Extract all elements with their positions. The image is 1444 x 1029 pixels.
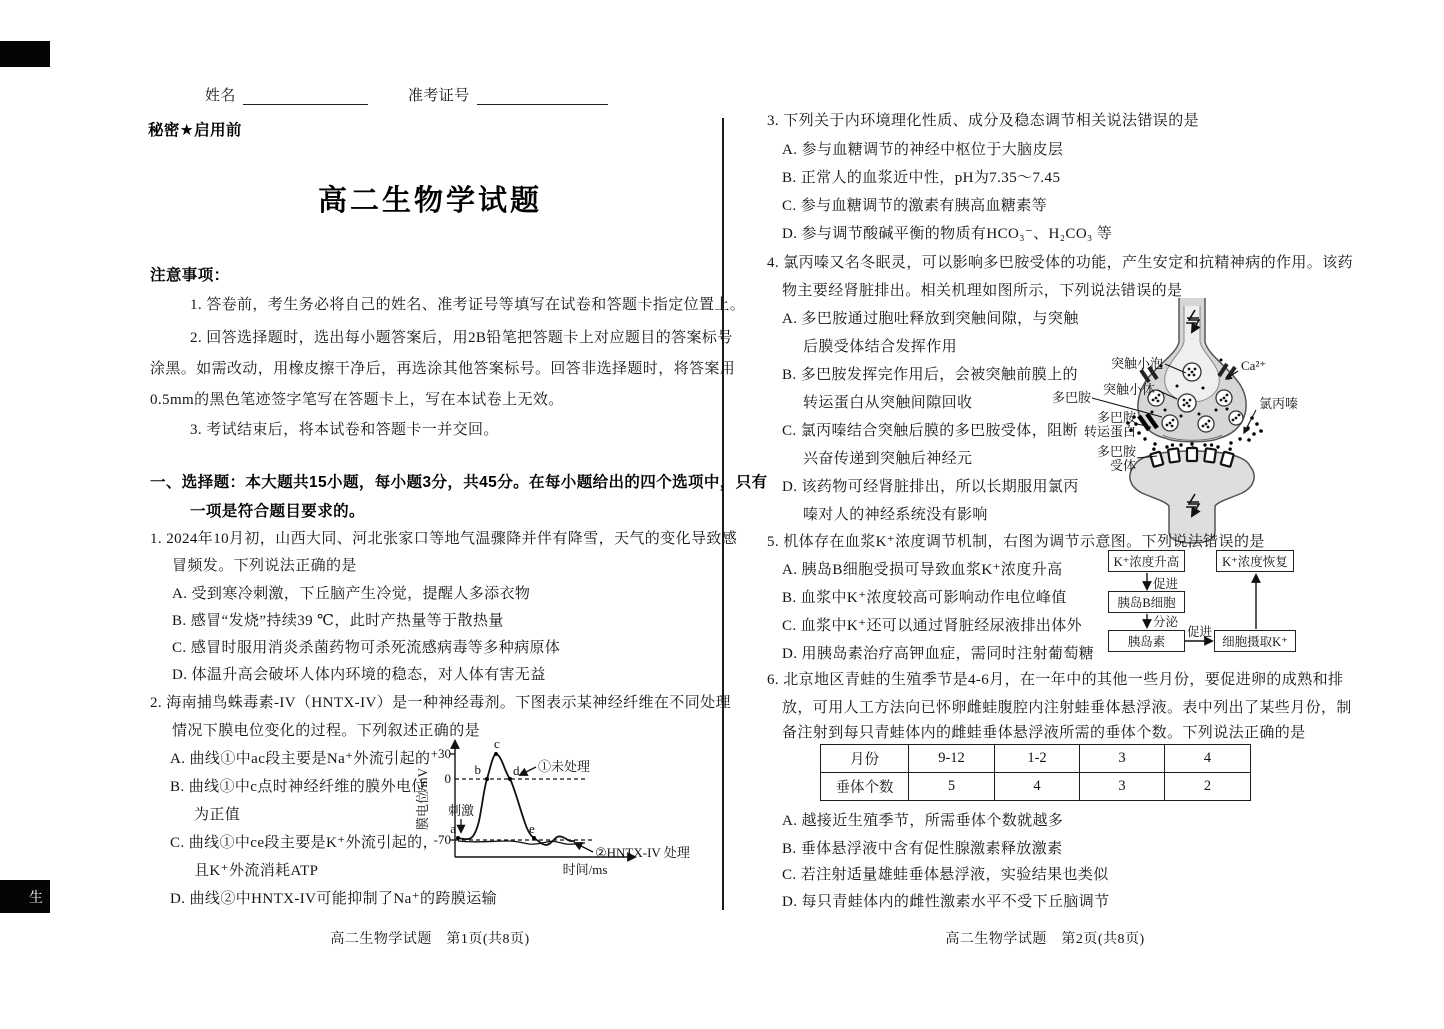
- point-label-b: b: [474, 762, 481, 777]
- section-header-line: 一项是符合题目要求的。: [190, 503, 365, 520]
- y-tick-label: 0: [444, 771, 451, 786]
- point-label-c: c: [494, 736, 500, 751]
- q4-option-a-cont: 后膜受体结合发挥作用: [803, 339, 958, 355]
- x-axis-label: 时间/ms: [562, 862, 608, 877]
- y-axis-label: 膜电位/mV: [415, 767, 430, 831]
- exam-id-blank-line: [477, 87, 608, 105]
- q6-option-b: B. 垂体悬浮液中含有促性腺激素释放激素: [782, 841, 1063, 857]
- q6-option-d: D. 每只青蛙体内的雌性激素水平不受下丘脑调节: [782, 894, 1110, 910]
- q4-option-c-cont: 兴奋传递到突触后神经元: [803, 451, 973, 467]
- q6-option-c: C. 若注射适量雄蛙垂体悬浮液，实验结果也类似: [782, 867, 1109, 883]
- subject-tab: [0, 880, 50, 913]
- section-header-line: 一、选择题：本大题共15小题，每小题3分，共45分。在每小题给出的四个选项中，只有: [150, 474, 768, 491]
- notice-line: 3. 考试结束后，将本试卷和答题卡一并交回。: [190, 422, 499, 438]
- curve-hntx-treated: [458, 841, 585, 844]
- q5-option-b: B. 血浆中K⁺浓度较高可影响动作电位峰值: [782, 590, 1067, 606]
- dopamine-label: 多巴胺: [1051, 390, 1091, 405]
- q5-option-c: C. 血浆中K⁺还可以通过肾脏经尿液排出体外: [782, 618, 1083, 634]
- q1-stem-line: 冒频发。下列说法正确的是: [172, 558, 357, 574]
- q2-option-c-cont: 且K⁺外流消耗ATP: [194, 863, 319, 879]
- membrane-potential-graph: [413, 733, 720, 885]
- q2-option-a: A. 曲线①中ac段主要是Na⁺外流引起的: [170, 751, 431, 767]
- q4-option-a: A. 多巴胺通过胞吐释放到突触间隙，与突触: [782, 311, 1079, 327]
- notice-line: 涂黑。如需改动，用橡皮擦干净后，再选涂其他答案标号。回答非选择题时，将答案用: [150, 361, 736, 377]
- q3-option-b: B. 正常人的血浆近中性，pH为7.35～7.45: [782, 170, 1061, 186]
- q6-stem-line: 放，可用人工方法向已怀卵雌蛙腹腔内注射蛙垂体悬浮液。表中列出了某些月份，制: [782, 700, 1352, 716]
- q6-option-a: A. 越接近生殖季节，所需垂体个数就越多: [782, 813, 1064, 829]
- q6-stem-line: 备注射到每只青蛙体内的雌蛙垂体悬浮液所需的垂体个数。下列说法正确的是: [782, 725, 1306, 741]
- page-divider: [722, 118, 724, 910]
- name-label: 姓名: [205, 88, 236, 104]
- flow-box-insulin: 胰岛素: [1108, 630, 1185, 652]
- pituitary-count-table: [820, 744, 1251, 801]
- q1-option-b: B. 感冒“发烧”持续39 ℃，此时产热量等于散热量: [172, 613, 504, 629]
- point-label-e: e: [529, 821, 535, 836]
- table-cell: 垂体个数: [821, 773, 909, 801]
- curve1-annotation: ①未处理: [538, 759, 591, 774]
- stimulus-label: 刺激: [448, 803, 475, 818]
- q2-option-b: B. 曲线①中c点时神经纤维的膜外电位: [170, 779, 427, 795]
- q3-stem: 3. 下列关于内环境理化性质、成分及稳态调节相关说法错误的是: [767, 113, 1200, 129]
- q4-option-c: C. 氯丙嗪结合突触后膜的多巴胺受体，阻断: [782, 423, 1078, 439]
- q4-stem-line: 4. 氯丙嗪又名冬眠灵，可以影响多巴胺受体的功能，产生安定和抗精神病的作用。该药: [767, 255, 1354, 271]
- table-cell: 3: [1080, 773, 1165, 801]
- k-regulation-flowchart: [1106, 546, 1306, 662]
- receptor-label: 受体: [1109, 458, 1136, 473]
- receptor-label: 多巴胺: [1096, 444, 1136, 459]
- name-blank-line: [243, 87, 368, 105]
- q1-option-c: C. 感冒时服用消炎杀菌药物可杀死流感病毒等多种病原体: [172, 640, 561, 656]
- q6-stem-line: 6. 北京地区青蛙的生殖季节是4-6月，在一年中的其他一些月份，要促进卵的成熟和排: [767, 672, 1344, 688]
- exam-id-label: 准考证号: [408, 88, 470, 104]
- calcium-label: Ca²⁺: [1241, 358, 1267, 373]
- q4-option-b: B. 多巴胺发挥完作用后，会被突触前膜上的: [782, 367, 1078, 383]
- curve2-annotation: ②HNTX-IV 处理: [595, 845, 690, 860]
- table-cell: 3: [1080, 745, 1165, 773]
- flow-box-uptake: 细胞摄取K⁺: [1214, 630, 1296, 652]
- q1-option-a: A. 受到寒冷刺激，下丘脑产生冷觉，提醒人多添衣物: [172, 586, 531, 602]
- q1-option-d: D. 体温升高会破坏人体内环境的稳态，对人体有害无益: [172, 667, 546, 683]
- q4-stem-line: 物主要经肾脏排出。相关机理如图所示，下列说法错误的是: [782, 283, 1183, 299]
- subject-tab-label: 生: [29, 890, 43, 906]
- table-cell: 月份: [821, 745, 909, 773]
- print-mark: [0, 41, 50, 67]
- page1-footer: 高二生物学试题 第1页(共8页): [330, 932, 530, 947]
- table-cell: 5: [909, 773, 995, 801]
- q2-option-d: D. 曲线②中HNTX-IV可能抑制了Na⁺的跨膜运输: [170, 891, 498, 907]
- table-cell: 4: [1165, 745, 1251, 773]
- flow-label-promote: 促进: [1153, 577, 1179, 591]
- postsynaptic-neuron: [1130, 451, 1254, 543]
- notice-line: 2. 回答选择题时，选出每小题答案后，用2B铅笔把答题卡上对应题目的答案标号: [190, 330, 733, 346]
- flow-label-promote: 促进: [1187, 625, 1213, 639]
- q4-option-d-cont: 嗪对人的神经系统没有影响: [803, 507, 988, 523]
- notice-line: 1. 答卷前，考生务必将自己的姓名、准考证号等填写在试卷和答题卡指定位置上。: [190, 297, 746, 313]
- q2-option-b-cont: 为正值: [194, 807, 241, 823]
- notice-heading: 注意事项：: [150, 267, 230, 284]
- page2-footer: 高二生物学试题 第2页(共8页): [945, 932, 1145, 947]
- q5-option-d: D. 用胰岛素治疗高钾血症，需同时注射葡萄糖: [782, 646, 1095, 662]
- flow-box-k-restore: K⁺浓度恢复: [1216, 550, 1294, 572]
- point-label-d: d: [513, 763, 520, 778]
- q4-option-b-cont: 转运蛋白从突触间隙回收: [803, 395, 973, 411]
- q3-option-a: A. 参与血糖调节的神经中枢位于大脑皮层: [782, 142, 1064, 158]
- q4-option-d: D. 该药物可经肾脏排出，所以长期服用氯丙: [782, 479, 1079, 495]
- page-title: 高二生物学试题: [317, 185, 542, 217]
- vesicle-label: 突触小泡: [1110, 356, 1163, 371]
- q2-stem-line: 2. 海南捕鸟蛛毒素-IV（HNTX-IV）是一种神经毒剂。下图表示某神经纤维在不同处理: [150, 695, 731, 711]
- q5-stem: 5. 机体存在血浆K⁺浓度调节机制，右图为调节示意图。下列说法错误的是: [767, 534, 1265, 550]
- table-row: [821, 745, 1251, 773]
- q1-stem-line: 1. 2024年10月初，山西大同、河北张家口等地气温骤降并伴有降雪，天气的变化导致感: [150, 531, 738, 547]
- q3-option-d: D. 参与调节酸碱平衡的物质有HCO₃⁻、H₂CO₃ 等: [782, 226, 1113, 242]
- table-cell: 2: [1165, 773, 1251, 801]
- knob-label: 突触小体: [1102, 382, 1155, 397]
- flow-box-islet-b: 胰岛B细胞: [1108, 591, 1185, 613]
- q2-stem-line: 情况下膜电位变化的过程。下列叙述正确的是: [172, 723, 481, 739]
- q5-option-a: A. 胰岛B细胞受损可导致血浆K⁺浓度升高: [782, 562, 1063, 578]
- synapse-diagram: [1035, 296, 1345, 548]
- transporter-label: 转运蛋白: [1083, 424, 1136, 439]
- table-cell: 4: [995, 773, 1080, 801]
- table-cell: 1-2: [995, 745, 1080, 773]
- curve2-arrow: [575, 843, 593, 852]
- flow-box-k-up: K⁺浓度升高: [1108, 550, 1185, 572]
- y-tick-label: +30: [430, 746, 451, 761]
- flow-label-secrete: 分泌: [1153, 615, 1179, 629]
- q2-option-c: C. 曲线①中ce段主要是K⁺外流引起的，: [170, 835, 438, 851]
- y-tick-label: -70: [433, 832, 451, 847]
- transporter-label: 多巴胺: [1096, 410, 1136, 425]
- chlorpromazine-label: 氯丙嗪: [1259, 396, 1299, 411]
- point-label-a: a: [450, 821, 456, 836]
- q3-option-c: C. 参与血糖调节的激素有胰高血糖素等: [782, 198, 1048, 214]
- curve1-arrow: [520, 767, 536, 775]
- table-row: [821, 773, 1251, 801]
- curve-points: [456, 752, 536, 840]
- secrecy-notice: 秘密★启用前: [148, 122, 242, 139]
- table-cell: 9-12: [909, 745, 995, 773]
- notice-line: 0.5mm的黑色笔迹签字笔写在答题卡上，写在本试卷上无效。: [150, 392, 564, 408]
